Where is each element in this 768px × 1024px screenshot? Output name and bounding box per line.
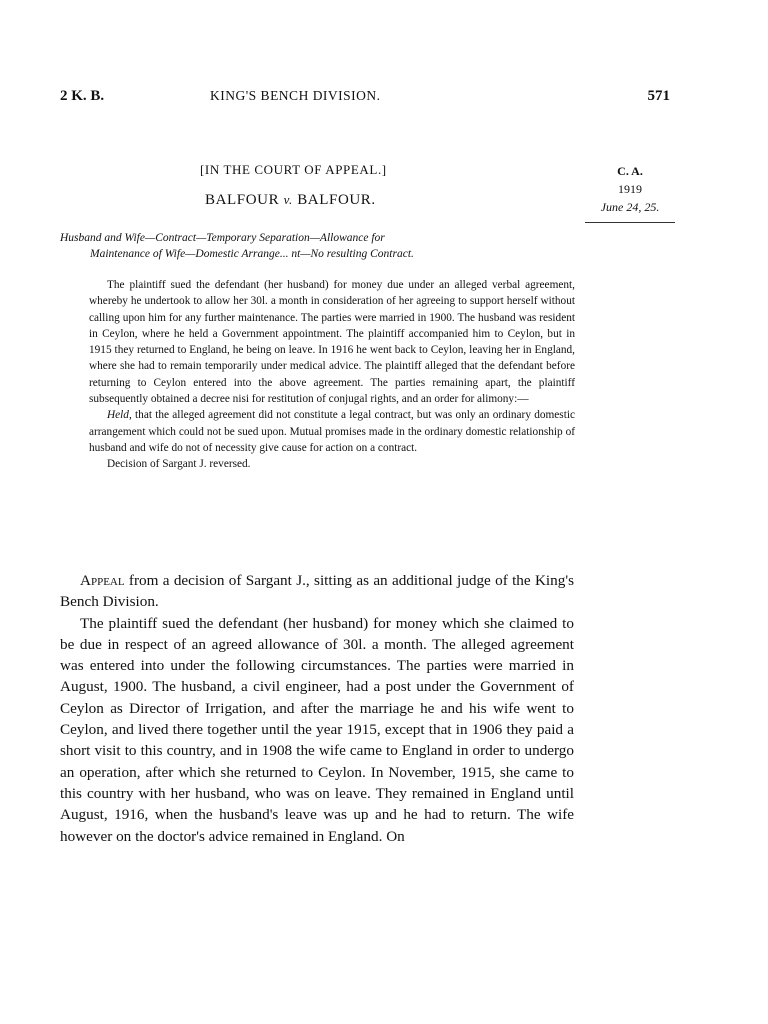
versus: v. [283, 192, 293, 207]
headnote-held [89, 407, 575, 456]
body-paragraph-2: The plaintiff sued the defendant (her husband) for money which she claimed to be due in respect of an agreed allowance of 30l. a month. The alleged agreement was entered into under the following circumstances. The parties were married in August, 1900. The husband, a civil engineer, had a post under the Government of Ceylon as Director of Irrigation, and after the marriage he and his wife went to Ceylon, and lived there together until the year 1915, except that in 1906 they paid a short visit to this country, and in 1908 the wife came to England in order to undergo an operation, after which she returned to Ceylon. In November, 1915, she came to this country with her husband, who was on leave. They remained in England until August, 1916, when the husband's leave was up and he had to return. The wife however on the doctor's advice remained in England. On [60, 614, 574, 845]
margin-note [590, 162, 670, 216]
held-label: Held, [107, 409, 132, 422]
held-text: that the alleged agreement did not constitute a legal contract, but was only an ordinary domestic arrangement which could not be sued upon. Mutual promises made in the ordinary domestic relationship of husband and wife do not of necessity give cause for action on a contract. [89, 409, 575, 454]
margin-court: C. A. [617, 164, 643, 178]
headnote-facts: The plaintiff sued the defendant (her husband) for money due under an alleged verbal agreement, whereby he undertook to allow her 30l. a month in consideration of her agreeing to support herself without calling upon him for any further maintenance. The parties were married in 1900. The husband was resident in Ceylon, where he held a Government appointment. The plaintiff accompanied him to Ceylon, but in 1915 they returned to England, he being on leave. In 1916 he went back to Ceylon, leaving her in England, where she had to remain temporarily under medical advice. The plaintiff alleged that the defendant before returning to Ceylon entered into the above agreement. The parties remaining apart, the plaintiff subsequently obtained a decree nisi for restitution of conjugal rights, and an order for alimony:— [89, 279, 575, 406]
catchwords-line-2: Maintenance of Wife—Domestic Arrange... nt—No resulting Contract. [90, 248, 414, 260]
margin-dates: June 24, 25. [600, 200, 660, 214]
page-number: 571 [647, 88, 670, 104]
division-title: KING'S BENCH DIVISION. [210, 88, 381, 103]
appeal-text: from a decision of Sargant J., sitting as an additional judge of the King's Bench Division. [60, 572, 574, 611]
case-title [205, 192, 376, 209]
volume-reference: 2 K. B. [60, 88, 105, 104]
defendant-name: BALFOUR. [297, 192, 376, 208]
headnote-decision: Decision of Sargant J. reversed. [107, 458, 251, 471]
plaintiff-name: BALFOUR [205, 192, 280, 208]
body-paragraph-1 [60, 570, 574, 613]
appeal-lead: Appeal [80, 572, 125, 589]
report-body [60, 570, 574, 847]
catchwords-line-1: Husband and Wife—Contract—Temporary Separation—Allowance for [60, 232, 385, 244]
court-line: [IN THE COURT OF APPEAL.] [200, 162, 387, 177]
running-head [60, 88, 670, 108]
headnote [89, 277, 575, 473]
headnote-catchwords [60, 230, 576, 262]
margin-divider [585, 222, 675, 223]
margin-year: 1919 [618, 182, 642, 196]
